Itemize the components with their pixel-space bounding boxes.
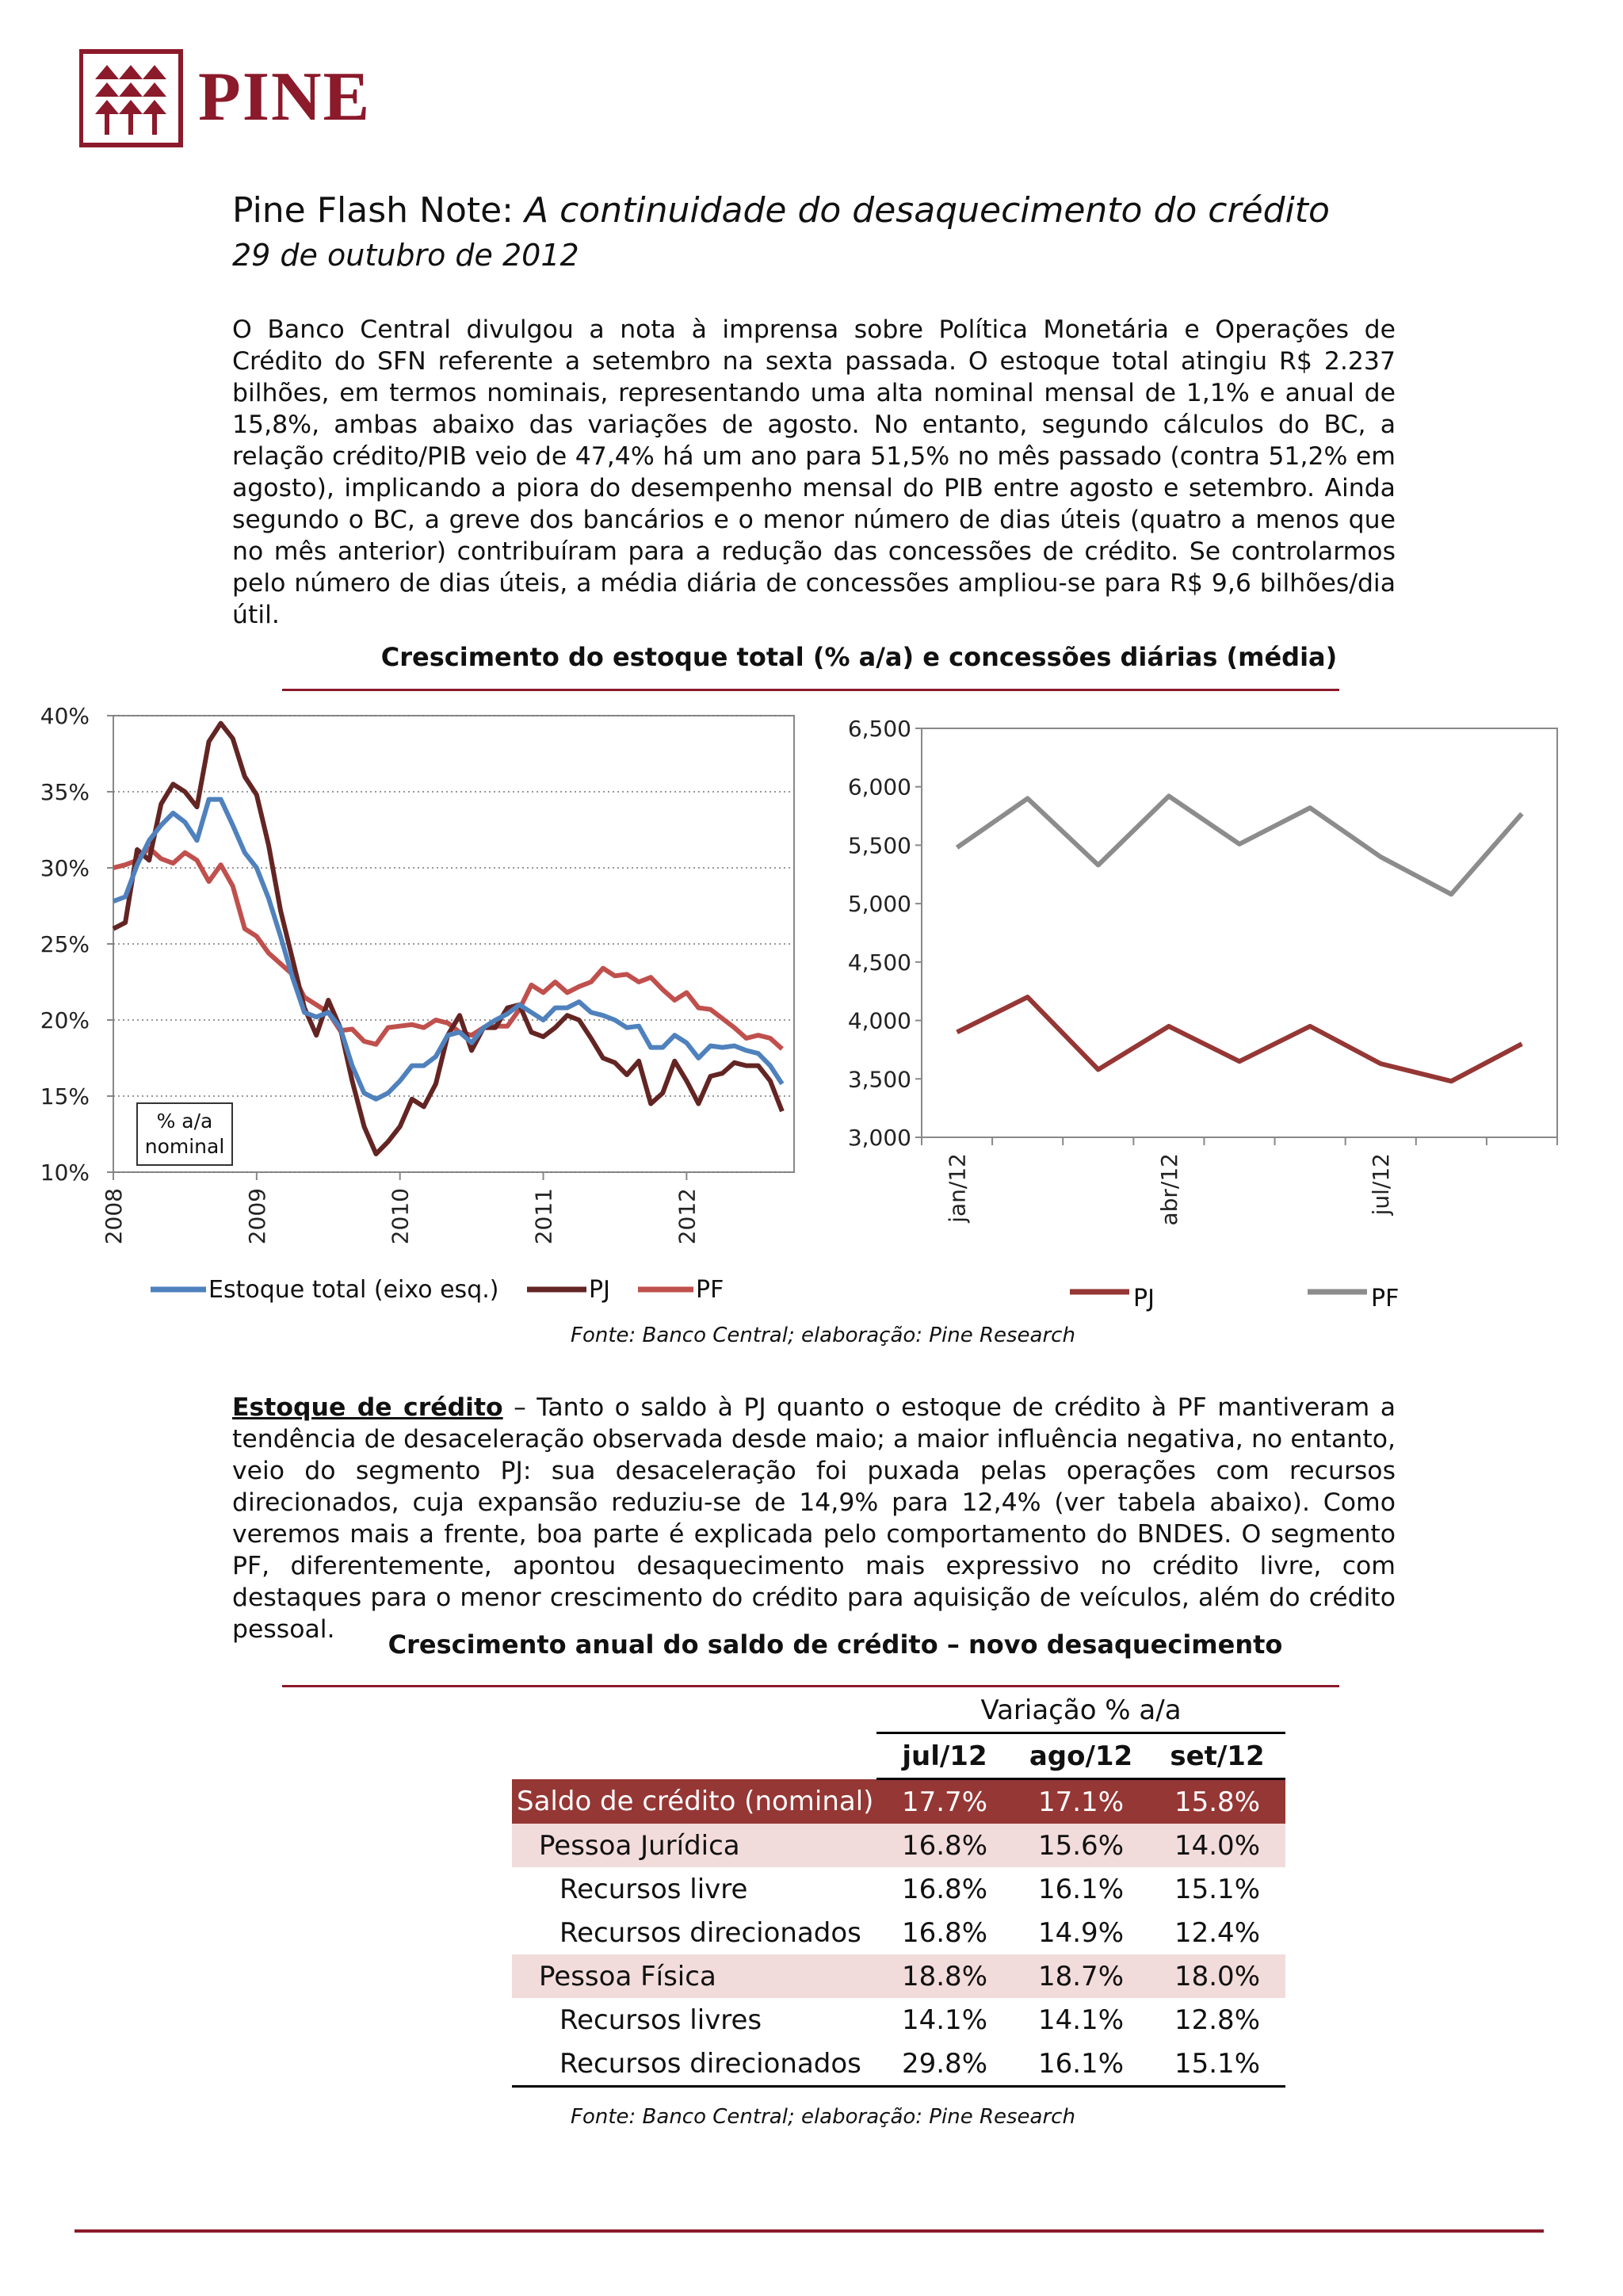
x-tick-label: 2011 [530,1188,557,1245]
x-tick-label: 2010 [387,1188,414,1245]
cell-value: 12.8% [1174,2004,1260,2036]
table-source: Fonte: Banco Central; elaboração: Pine Research [571,2105,1075,2129]
cell-value: 29.8% [876,2042,1013,2087]
column-header: ago/12 [1013,1733,1149,1779]
stock-paragraph-lead: Estoque de crédito [232,1393,503,1422]
cell-value: 14.1% [1037,2004,1124,2036]
cell-value: 17.1% [1013,1779,1149,1824]
x-tick-label: jul/12 [1368,1153,1395,1216]
page-title [232,190,1330,231]
y-tick-label: 4,000 [847,1007,911,1034]
cell-value: 12.4% [1174,1916,1260,1949]
brand-name: PINE [198,59,372,136]
growth-line-chart [32,697,808,1308]
cell-value: 16.8% [901,1916,987,1949]
cell-value: 14.0% [1149,1824,1285,1867]
row-label: Recursos livre [559,1873,748,1905]
stock-paragraph [232,1392,1396,1645]
figure1-title: Crescimento do estoque total (% a/a) e concessões diárias (média) [380,642,1338,672]
figure1-source: Fonte: Banco Central; elaboração: Pine Research [571,1324,1075,1347]
cell-value: 16.1% [1037,1873,1124,1905]
table-row [512,2042,1285,2087]
column-header: jul/12 [876,1733,1013,1779]
cell-value: 18.8% [876,1954,1013,1998]
concessions-line-chart [808,697,1593,1324]
cell-value: 14.9% [1037,1916,1124,1949]
x-tick-label: abr/12 [1155,1153,1182,1226]
y-tick-label: 5,500 [847,832,911,859]
cell-value: 16.8% [901,1873,987,1905]
stock-paragraph-body: – Tanto o saldo à PJ quanto o estoque de crédito à PF mantiveram a tendência de desaceleração observada desde maio; a maior influência negativa, no entanto, veio do segmento PJ: sua desaceleração foi puxada pelas operações com recursos direcionados, cuja expansão reduziu-se de 14,9% para 12,4% (ver tabela abaixo). Como veremos mais a frente, boa parte é explicada pelo comportamento do BNDES. O segmento PF, diferentemente, apontou desaquecimento mais expressivo no crédito livre, com destaques para o menor crescimento do crédito para aquisição de veículos, além do crédito pessoal. [232,1393,1396,1644]
y-tick-label: 30% [40,855,90,881]
cell-value: 15.1% [1174,1873,1260,1905]
x-tick-label: 2012 [674,1188,701,1245]
y-tick-label: 6,000 [847,774,911,800]
table-row [512,1824,1285,1867]
y-tick-label: 3,000 [847,1125,911,1151]
annotation-text: nominal [144,1135,225,1158]
y-tick-label: 15% [40,1083,90,1110]
y-tick-label: 3,500 [847,1066,911,1093]
cell-value: 17.7% [876,1779,1013,1824]
row-label: Recursos direcionados [559,1916,861,1949]
table-row [512,1911,1285,1954]
cell-value: 15.1% [1149,2042,1285,2087]
column-header: set/12 [1149,1733,1285,1779]
row-label: Recursos direcionados [512,2042,876,2087]
legend-label: Estoque total (eixo esq.) [208,1276,499,1304]
table-group-header: Variação % a/a [876,1688,1285,1733]
row-label: Saldo de crédito (nominal) [512,1779,876,1824]
pine-trees-icon [95,65,166,135]
x-tick-label: 2008 [101,1188,127,1245]
legend-label: PF [696,1276,724,1304]
y-tick-label: 40% [40,703,90,729]
row-label: Pessoa Jurídica [512,1824,876,1867]
y-tick-label: 20% [40,1007,90,1033]
table-row [512,1779,1285,1824]
y-tick-label: 35% [40,779,90,805]
y-tick-label: 4,500 [847,949,911,976]
table-row [512,1998,1285,2042]
x-tick-label: 2009 [243,1188,270,1245]
y-tick-label: 25% [40,931,90,957]
row-label: Pessoa Física [512,1954,876,1998]
cell-value: 18.0% [1149,1954,1285,1998]
credit-growth-table [512,1688,1285,2088]
cell-value: 15.8% [1149,1779,1285,1824]
intro-paragraph: O Banco Central divulgou a nota à imprensa sobre Política Monetária e Operações de Crédito do SFN referente a setembro na sexta passada. O estoque total atingiu R$ 2.237 bilhões, em termos nominais, representando uma alta nominal mensal de 1,1% e anual de 15,8%, ambas abaixo das variações de agosto. No entanto, segundo cálculos do BC, a relação crédito/PIB veio de 47,4% há um ano para 51,5% no mês passado (contra 51,2% em agosto), implicando a piora do desempenho mensal do PIB entre agosto e setembro. Ainda segundo o BC, a greve dos bancários e o menor número de dias úteis (quatro a menos que no mês anterior) contribuíram para a redução das concessões de crédito. Se controlarmos pelo número de dias úteis, a média diária de concessões ampliou-se para R$ 9,6 bilhões/dia útil. [232,315,1396,629]
row-label: Recursos livres [559,2004,762,2036]
legend-label: PF [1371,1285,1400,1312]
legend-label: PJ [589,1276,610,1304]
y-tick-label: 6,500 [847,716,911,742]
annotation-text: % a/a [156,1110,213,1133]
table-row [512,1867,1285,1911]
figure1-rule [282,689,1339,691]
table-rule [282,1685,1339,1687]
cell-value: 16.1% [1013,2042,1149,2087]
x-tick-label: jan/12 [944,1153,971,1223]
y-tick-label: 10% [40,1159,90,1186]
cell-value: 16.8% [876,1824,1013,1867]
legend-label: PJ [1133,1285,1155,1312]
table-title: Crescimento anual do saldo de crédito – novo desaquecimento [388,1629,1283,1660]
publication-date: 29 de outubro de 2012 [232,238,579,273]
title-italic: A continuidade do desaquecimento do crédito [525,190,1330,231]
table-row [512,1954,1285,1998]
cell-value: 14.1% [901,2004,987,2036]
cell-value: 18.7% [1013,1954,1149,1998]
title-prefix: Pine Flash Note: [232,190,514,231]
y-tick-label: 5,000 [847,891,911,918]
footer-rule [74,2229,1544,2233]
cell-value: 15.6% [1013,1824,1149,1867]
